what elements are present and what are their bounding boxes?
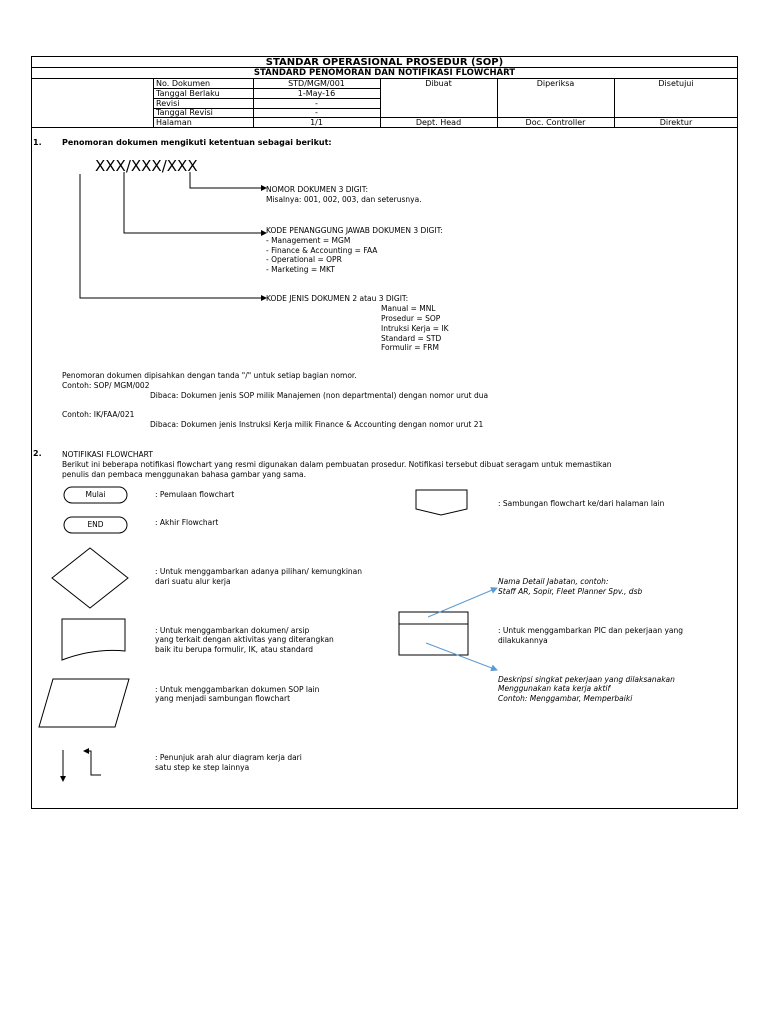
document-symbol-desc: baik itu berupa formulir, IK, atau standard xyxy=(155,645,313,654)
document-subtitle: STANDARD PENOMORAN DAN NOTIFIKASI FLOWCHART xyxy=(253,68,516,78)
kode-jenis-title: KODE JENIS DOKUMEN 2 atau 3 DIGIT: xyxy=(266,294,409,303)
pic-desc: : Untuk menggambarkan PIC dan pekerjaan yang xyxy=(498,626,684,635)
page-value: 1/1 xyxy=(310,118,323,127)
section2-number: 2. xyxy=(33,449,42,458)
revision-label: Revisi xyxy=(156,99,180,108)
example2-label: Contoh: IK/FAA/021 xyxy=(62,410,135,419)
doc-code-format: XXX/XXX/XXX xyxy=(95,157,198,175)
kode-jenis-item: Standard = STD xyxy=(381,334,442,343)
flow-arrow-desc: satu step ke step lainnya xyxy=(155,763,250,772)
start-terminator-label: Mulai xyxy=(85,490,106,499)
sign-role-dept-head: Dept. Head xyxy=(415,118,462,127)
sop-link-desc: : Untuk menggambarkan dokumen SOP lain xyxy=(155,685,320,694)
connector-desc: : Sambungan flowchart ke/dari halaman lain xyxy=(498,499,665,508)
sign-role-director: Direktur xyxy=(659,118,693,127)
sign-header-checked: Diperiksa xyxy=(536,79,575,88)
section1-title: Penomoran dokumen mengikuti ketentuan sebagai berikut: xyxy=(62,138,332,147)
kode-pj-item: - Operational = OPR xyxy=(266,255,342,264)
separator-note: Penomoran dokumen dipisahkan dengan tanda "/" untuk setiap bagian nomor. xyxy=(62,371,357,380)
sign-role-doc-controller: Doc. Controller xyxy=(525,118,586,127)
kode-jenis-item: Manual = MNL xyxy=(381,304,436,313)
effective-date-value: 1-May-16 xyxy=(297,89,336,98)
start-terminator-desc: : Pemulaan flowchart xyxy=(155,490,235,499)
sign-header-created: Dibuat xyxy=(425,79,452,88)
revision-date-value: - xyxy=(315,108,318,117)
document-symbol-desc: : Untuk menggambarkan dokumen/ arsip xyxy=(155,626,310,635)
nomor-dokumen-title: NOMOR DOKUMEN 3 DIGIT: xyxy=(266,185,369,194)
document-title: STANDAR OPERASIONAL PROSEDUR (SOP) xyxy=(265,57,504,68)
effective-date-label: Tanggal Berlaku xyxy=(156,89,220,98)
pic-note: Staff AR, Sopir, Fleet Planner Spv., dsb xyxy=(498,587,643,596)
task-note: Menggunakan kata kerja aktif xyxy=(498,684,611,693)
pic-desc: dilakukannya xyxy=(498,636,548,645)
example1-description: Dibaca: Dokumen jenis SOP milik Manajemen (non departmental) dengan nomor urut dua xyxy=(150,391,489,400)
kode-pj-item: - Marketing = MKT xyxy=(266,265,335,274)
end-terminator-desc: : Akhir Flowchart xyxy=(155,518,219,527)
sop-link-desc: yang menjadi sambungan flowchart xyxy=(155,694,291,703)
page-label: Halaman xyxy=(156,118,192,127)
section1-number: 1. xyxy=(33,138,42,147)
doc-number-value: STD/MGM/001 xyxy=(288,79,345,88)
kode-jenis-item: Prosedur = SOP xyxy=(381,314,441,323)
flow-arrow-desc: : Penunjuk arah alur diagram kerja dari xyxy=(155,753,302,762)
sign-header-approved: Disetujui xyxy=(658,79,694,88)
section2-intro: penulis dan pembaca menggunakan bahasa gambar yang sama. xyxy=(62,470,307,479)
task-note: Contoh: Menggambar, Memperbaiki xyxy=(498,694,633,703)
decision-desc: : Untuk menggambarkan adanya pilihan/ kemungkinan xyxy=(155,567,363,576)
document-symbol-desc: yang terkait dengan aktivitas yang diterangkan xyxy=(155,635,334,644)
end-terminator-label: END xyxy=(87,520,104,529)
kode-jenis-item: Intruksi Kerja = IK xyxy=(381,324,449,333)
kode-jenis-item: Formulir = FRM xyxy=(381,343,439,352)
kode-pj-title: KODE PENANGGUNG JAWAB DOKUMEN 3 DIGIT: xyxy=(266,226,443,235)
revision-value: - xyxy=(315,99,318,108)
decision-desc: dari suatu alur kerja xyxy=(155,577,231,586)
kode-pj-item: - Finance & Accounting = FAA xyxy=(266,246,378,255)
doc-number-label: No. Dokumen xyxy=(156,79,211,88)
nomor-dokumen-example: Misalnya: 001, 002, 003, dan seterusnya. xyxy=(266,195,422,204)
pic-note: Nama Detail Jabatan, contoh: xyxy=(498,577,609,586)
task-note: Deskripsi singkat pekerjaan yang dilaksanakan xyxy=(498,675,675,684)
section2-title: NOTIFIKASI FLOWCHART xyxy=(62,450,153,459)
section2-intro: Berikut ini beberapa notifikasi flowchart yang resmi digunakan dalam pembuatan prosedur. Notifikasi tersebut dibuat seragam untuk memastikan xyxy=(62,460,612,469)
kode-pj-item: - Management = MGM xyxy=(266,236,351,245)
example1-label: Contoh: SOP/ MGM/002 xyxy=(62,381,150,390)
example2-description: Dibaca: Dokumen jenis Instruksi Kerja milik Finance & Accounting dengan nomor urut 21 xyxy=(150,420,484,429)
revision-date-label: Tanggal Revisi xyxy=(156,108,213,117)
